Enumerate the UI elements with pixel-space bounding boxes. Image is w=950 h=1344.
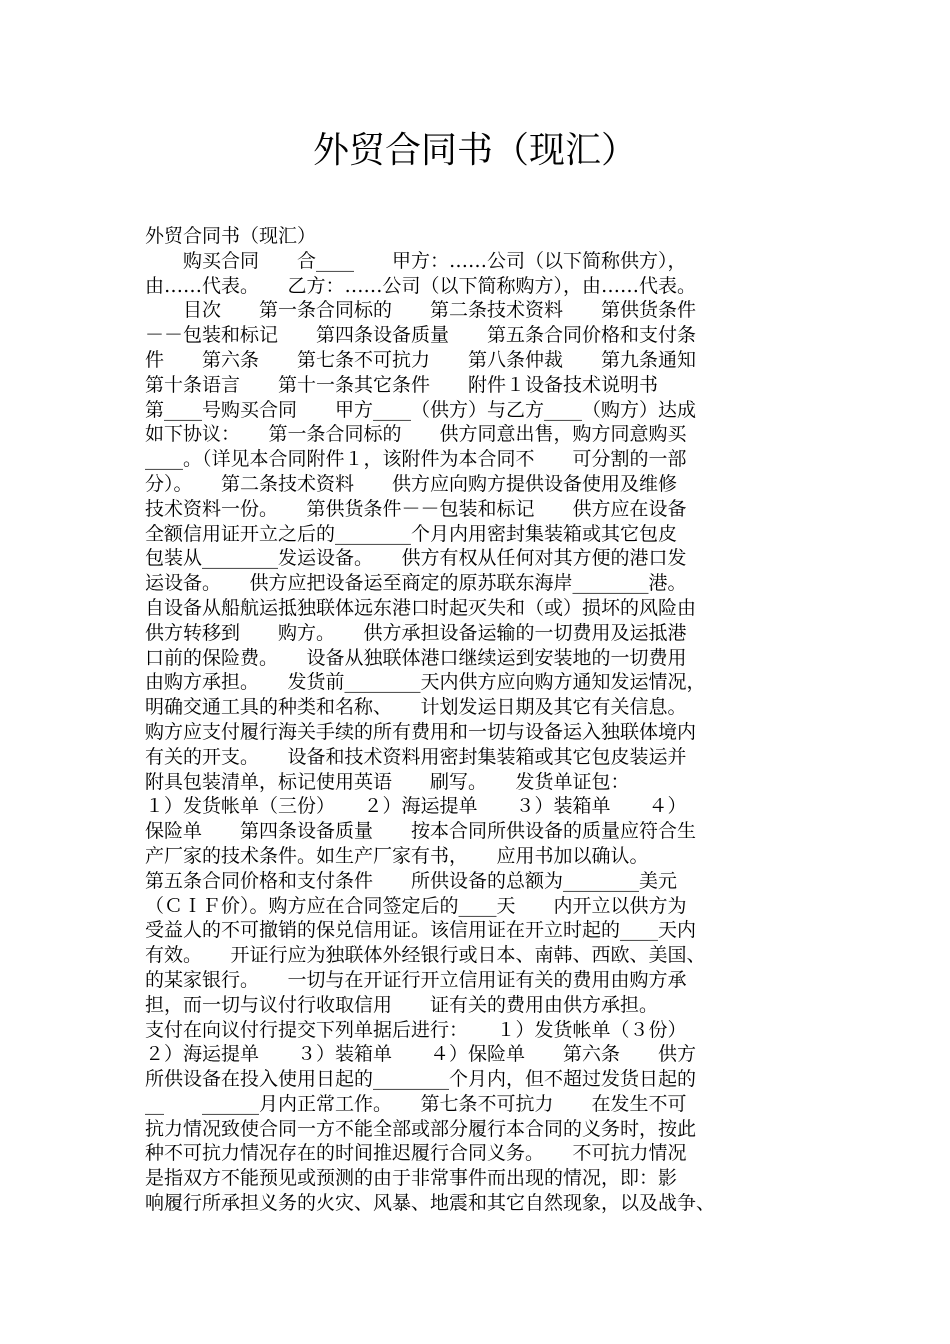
body-line: 第五条合同价格和支付条件 所供设备的总额为________美元	[145, 869, 678, 892]
body-line: 供方转移到 购方。 供方承担设备运输的一切费用及运抵港	[145, 621, 687, 644]
body-line: 所供设备在投入使用日起的________个月内，但不超过发货日起的	[145, 1068, 697, 1091]
body-line: 支付在向议付行提交下列单据后进行： １）发货帐单（３份）	[145, 1018, 687, 1041]
body-line: 担，而一切与议付行收取信用 证有关的费用由供方承担。	[145, 993, 659, 1016]
body-line: 自设备从船航运抵独联体远东港口时起灭失和（或）损坏的风险由	[145, 596, 697, 619]
body-line: １）发货帐单（三份） ２）海运提单 ３）装箱单 ４）	[145, 795, 687, 818]
body-line: 口前的保险费。 设备从独联体港口继续运到安装地的一切费用	[145, 646, 687, 669]
body-line: 目次 第一条合同标的 第二条技术资料 第供货条件	[145, 299, 697, 322]
body-line: 受益人的不可撤销的保兑信用证。该信用证在开立时起的____天内	[145, 919, 697, 942]
body-line: 种不可抗力情况存在的时间推迟履行合同义务。 不可抗力情况	[145, 1142, 687, 1165]
body-line: 购方应支付履行海关手续的所有费用和一切与设备运入独联体境内	[145, 720, 697, 743]
body-line: －－包装和标记 第四条设备质量 第五条合同价格和支付条	[145, 324, 697, 347]
body-line: 分）。 第二条技术资料 供方应向购方提供设备使用及维修	[145, 472, 678, 495]
body-line: 明确交通工具的种类和名称、 计划发运日期及其它有关信息。	[145, 696, 687, 719]
body-line: （ＣＩＦ价）。购方应在合同签定后的____天 内开立以供方为	[145, 894, 687, 917]
body-line: 由购方承担。 发货前________天内供方应向购方通知发运情况，	[145, 671, 706, 694]
body-line: 技术资料一份。 第供货条件－－包装和标记 供方应在设备	[145, 497, 687, 520]
body-line: 保险单 第四条设备质量 按本合同所供设备的质量应符合生	[145, 820, 697, 843]
body-line: 全额信用证开立之后的________个月内用密封集装箱或其它包皮	[145, 522, 678, 545]
body-line: __ ______月内正常工作。 第七条不可抗力 在发生不可	[145, 1092, 687, 1115]
body-line: 如下协议： 第一条合同标的 供方同意出售，购方同意购买	[145, 423, 687, 446]
body-line: 件 第六条 第七条不可抗力 第八条仲裁 第九条通知	[145, 348, 697, 371]
body-line: 产厂家的技术条件。如生产厂家有书， 应用书加以确认。	[145, 844, 649, 867]
body-line: 的某家银行。 一切与在开证行开立信用证有关的费用由购方承	[145, 968, 687, 991]
body-line: 运设备。 供方应把设备运至商定的原苏联东海岸________港。	[145, 572, 687, 595]
body-line: 抗力情况致使合同一方不能全部或部分履行本合同的义务时，按此	[145, 1117, 697, 1140]
body-line: 包装从________发运设备。 供方有权从任何对其方便的港口发	[145, 547, 687, 570]
body-line: 有效。 开证行应为独联体外经银行或日本、南韩、西欧、美国、	[145, 944, 706, 967]
body-line: 响履行所承担义务的火灾、风暴、地震和其它自然现象，以及战争、	[145, 1192, 716, 1215]
body-line: 附具包装清单，标记使用英语 刷写。 发货单证包：	[145, 770, 630, 793]
body-line: 第____号购买合同 甲方____（供方）与乙方____（购方）达成	[145, 398, 697, 421]
body-line: 是指双方不能预见或预测的由于非常事件而出现的情况，即：影	[145, 1167, 678, 1190]
body-line: 购买合同 合____ 甲方：……公司（以下简称供方），	[145, 249, 687, 272]
body-line: ____。（详见本合同附件１，该附件为本合同不 可分割的一部	[145, 448, 687, 471]
document-title: 外贸合同书（现汇）	[312, 130, 637, 171]
body-line: 由……代表。 乙方：……公司（以下简称购方），由……代表。	[145, 274, 697, 297]
body-line: 有关的开支。 设备和技术资料用密封集装箱或其它包皮装运并	[145, 745, 687, 768]
document-body	[145, 224, 815, 1216]
body-line: 外贸合同书（现汇）	[145, 225, 317, 247]
body-line: 第十条语言 第十一条其它条件 附件１设备技术说明书	[145, 373, 659, 396]
body-line: ２）海运提单 ３）装箱单 ４）保险单 第六条 供方	[145, 1043, 697, 1066]
